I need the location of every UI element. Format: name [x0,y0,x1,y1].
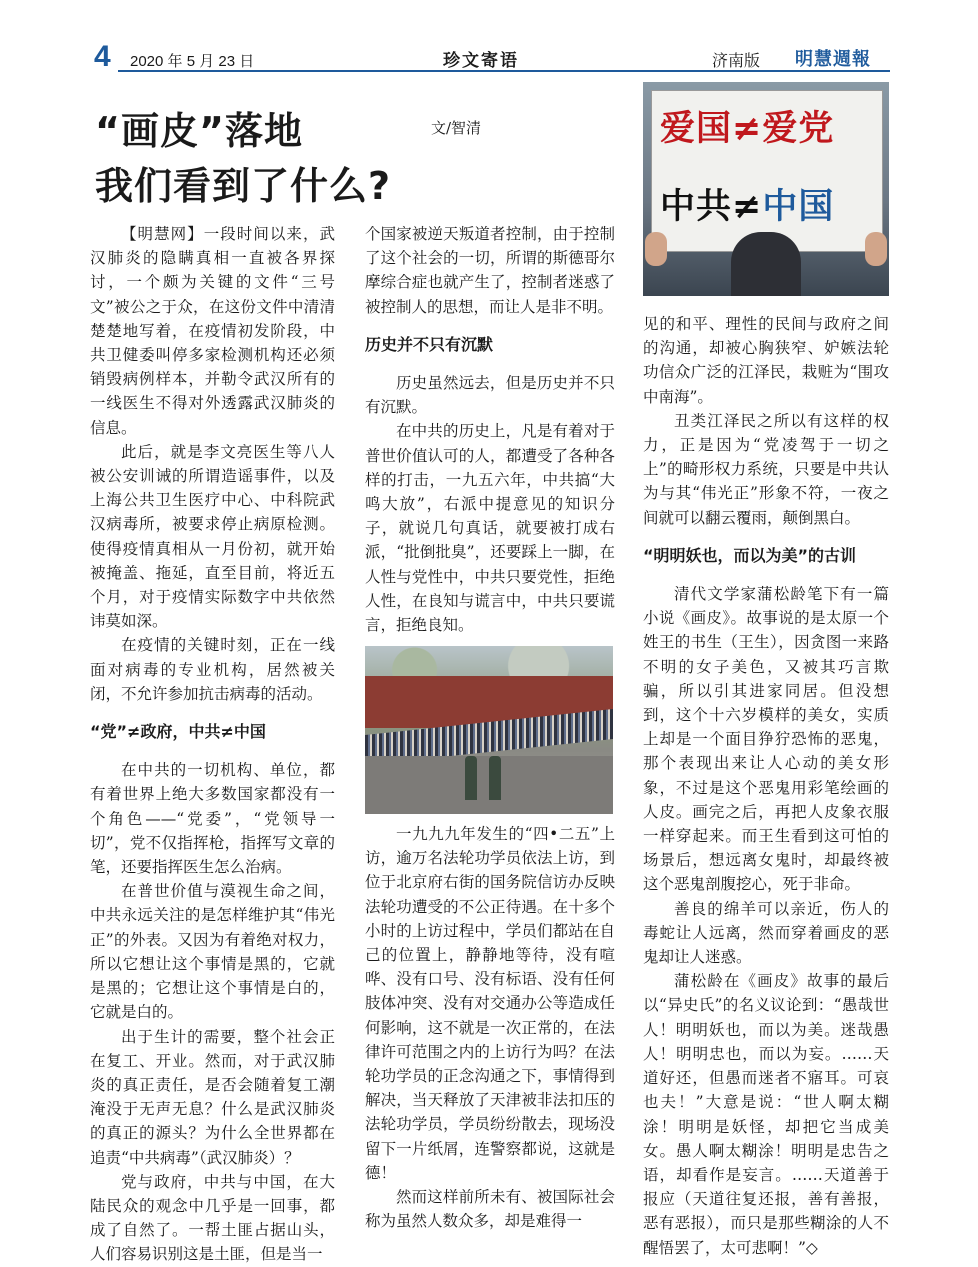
page-header [0,0,978,74]
paragraph: 在中共的历史上，凡是有着对于普世价值认可的人，都遭受了各种各样的打击，一九五六年，中共搞“大鸣大放”，右派中提意见的知识分子，就说几句真话，就要被打成右派，“批倒批臭”，还要踩上一脚，在人性与党性中，中共只要党性，拒绝人性，在良知与谎言中，中共只要谎言，拒绝良知。 [365,422,615,635]
edition-label: 济南版 [712,51,761,70]
paragraph: 清代文学家蒲松龄笔下有一篇小说《画皮》。故事说的是太原一个姓王的书生（王生），因贪图一来路不明的女子美色，又被其巧言欺骗，所以引其进家同居。但没想到，这个十六岁模样的美女，实质上却是一个面目狰狞恐怖的恶鬼，那个表现出来让人心动的美女形象，不过是这个恶鬼用彩笔绘画的人皮。画完之后，再把人皮象衣服一样穿起来。而王生看到这可怕的场景后，想远离女鬼时，却最终被这个恶鬼剖腹挖心，死于非命。 [643,585,889,894]
sign-text-line2: 中共≠中国 [660,187,835,227]
page-number: 4 [94,40,111,73]
article-column-1 [90,222,335,1267]
article-column-3 [643,312,889,1260]
paper-name: 明慧週報 [795,49,871,70]
section-name: 珍文寄语 [443,51,519,71]
paragraph: 历史虽然远去，但是历史并不只有沉默。 [365,374,615,417]
article-column-2 [365,222,615,637]
article-title-line2: 我们看到了什么? [95,164,392,208]
paragraph: 个国家被逆天叛道者控制，由于控制了这个社会的一切，所谓的斯德哥尔摩综合症也就产生了，控制者迷惑了被控制人的思想，而让人是非不明。 [365,225,615,316]
queue-photo [365,646,613,814]
header-rule [118,70,890,72]
officer-figure [465,756,477,800]
protest-sign-photo [643,82,889,296]
paragraph: 在疫情的关键时刻，正在一线面对病毒的专业机构，居然被关闭，不允许参加抗击病毒的活动。 [90,636,335,703]
protest-sign [651,90,883,252]
paragraph: 一九九九年发生的“四•二五”上访，逾万名法轮功学员依法上访，到位于北京府右街的国务院信访办反映法轮功遭受的不公正待遇。在十多个小时的上访过程中，学员们都站在自己的位置上，静静地等待，没有喧哗、没有口号、没有标语、没有任何肢体冲突、没有对交通办公等造成任何影响，这不就是一次正常的，在法律许可范围之内的上访行为吗？在法轮功学员的正念沟通之下，事情得到解决，当天释放了天津被非法扣压的法轮功学员，学员纷纷散去，现场没留下一片纸屑，连警察都说，这就是德！ [365,825,615,1182]
paragraph: 善良的绵羊可以亲近，伤人的毒蛇让人远离，然而穿着画皮的恶鬼却让人迷惑。 [643,899,889,967]
paragraph: 在中共的一切机构、单位，都有着世界上绝大多数国家都没有一个角色——“党委”，“党领导一切”，党不仅指挥枪，指挥写文章的笔，还要指挥医生怎么治病。 [90,761,335,877]
issue-date: 2020 年 5 月 23 日 [130,53,255,70]
right-hand [865,232,887,266]
officer-figure [489,756,501,800]
left-hand [645,232,667,266]
article-byline: 文/智清 [431,119,482,137]
paragraph: 此后，就是李文亮医生等八人被公安训诫的所谓造谣事件，以及上海公共卫生医疗中心、中科院武汉病毒所，被要求停止病原检测。使得疫情真相从一月份初，就开始被掩盖、拖延，直至目前，将近五个月，对于疫情实际数字中共依然讳莫如深。 [90,442,335,631]
section-heading: 历史并不只有沉默 [365,334,494,354]
sign-text-line1: 爱国≠爱党 [660,109,835,149]
paragraph: 丑类江泽民之所以有这样的权力，正是因为“党凌驾于一切之上”的畸形权力系统，只要是中共认为与其“伟光正”形象不符，一夜之间就可以翻云覆雨，颠倒黑白。 [643,411,889,527]
section-heading: “党”≠政府，中共≠中国 [90,722,266,742]
paragraph: 党与政府，中共与中国，在大陆民众的观念中几乎是一回事，都成了自然了。一帮土匪占据山头，人们容易识别这是土匪，但是当一 [90,1172,335,1264]
paragraph: 蒲松龄在《画皮》故事的最后以“异史氏”的名义议论到：“愚哉世人！明明妖也，而以为美。迷哉愚人！明明忠也，而以为妄。……天道好还，但愚而迷者不寤耳。可哀也夫！”大意是说：“世人啊太糊涂！明明是妖怪，却把它当成美女。愚人啊太糊涂！明明是忠告之语，却看作是妄言。……天道善于报应（天道往复还报，善有善报，恶有恶报），而只是那些糊涂的人不醒悟罢了，太可悲啊！”◇ [643,972,889,1257]
paragraph: 在普世价值与漠视生命之间，中共永远关注的是怎样维护其“伟光正”的外表。又因为有着绝对权力，所以它想让这个事情是黑的，它就是黑的；它想让这个事情是白的，它就是白的。 [90,882,335,1022]
article-title-line1: “画皮”落地 [95,109,303,153]
paragraph: 出于生计的需要，整个社会正在复工、开业。然而，对于武汉肺炎的真正责任，是否会随着复工潮淹没于无声无息？什么是武汉肺炎的真正的源头？为什么全世界都在追责“中共病毒”（武汉肺炎）？ [90,1027,335,1167]
protester-figure [731,232,801,296]
paragraph: 然而这样前所未有、被国际社会称为虽然人数众多，却是难得一 [365,1188,615,1231]
paragraph: 【明慧网】一段时间以来，武汉肺炎的隐瞒真相一直被各界探讨，一个颇为关键的文件“三号文”被公之于众，在这份文件中清清楚楚地写着，在疫情初发阶段，中共卫健委叫停多家检测机构还必须销毁病例样本，并勒令武汉所有的一线医生不得对外透露武汉肺炎的信息。 [90,225,335,437]
paragraph: 见的和平、理性的民间与政府之间的沟通，却被心胸狭窄、妒嫉法轮功信众广泛的江泽民，栽赃为“围攻中南海”。 [643,315,889,406]
section-heading: “明明妖也，而以为美”的古训 [643,545,857,565]
article-column-2-lower [365,822,615,1233]
